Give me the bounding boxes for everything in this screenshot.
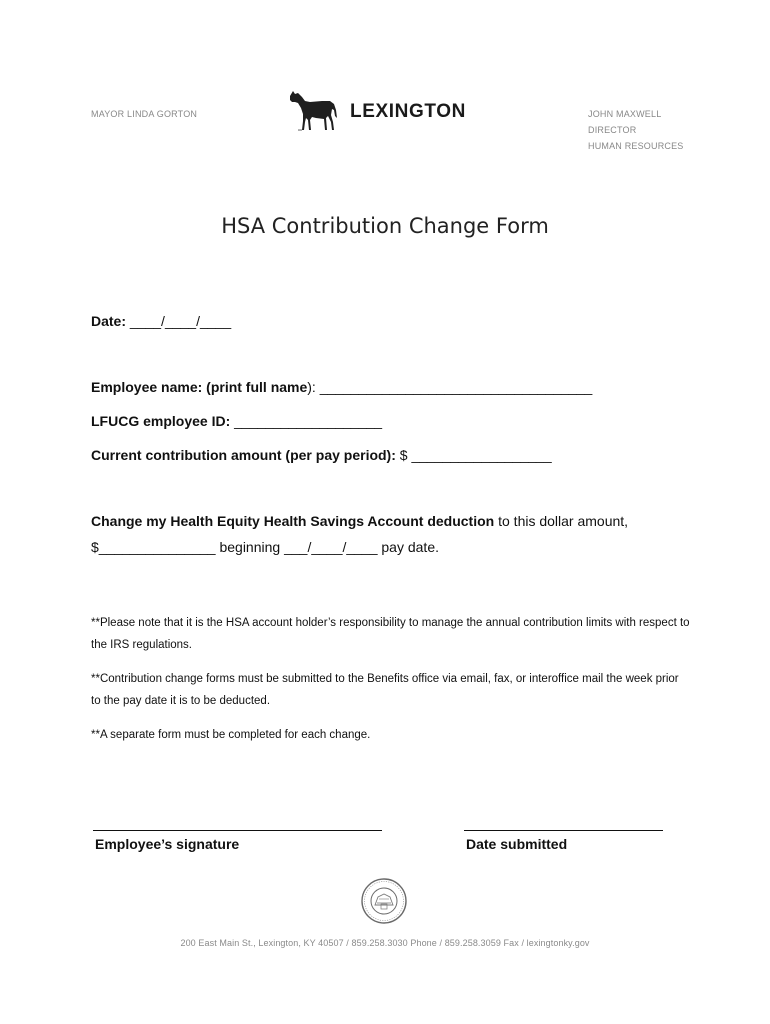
mayor-name: MAYOR LINDA GORTON bbox=[91, 109, 198, 119]
change-deduction-line2[interactable]: $_______________ beginning ___/____/____ pay date. bbox=[91, 539, 439, 555]
employee-signature-line[interactable] bbox=[93, 830, 382, 831]
change-deduction-line1 bbox=[91, 513, 628, 529]
employee-name-label-close: ): bbox=[307, 379, 316, 395]
current-contribution-label: Current contribution amount (per pay period): bbox=[91, 447, 396, 463]
employee-id-blank[interactable]: ___________________ bbox=[234, 413, 383, 429]
current-contribution-field[interactable] bbox=[91, 447, 552, 463]
horse-logo-icon bbox=[286, 88, 342, 134]
date-field[interactable] bbox=[91, 313, 231, 329]
form-title: HSA Contribution Change Form bbox=[221, 214, 549, 238]
change-deduction-rest: to this dollar amount, bbox=[494, 513, 629, 529]
note-submission-deadline: **Contribution change forms must be submitted to the Benefits office via email, fax, or interoffice mail the week prior to the pay date it is to be deducted. bbox=[91, 673, 679, 707]
date-submitted-line[interactable] bbox=[464, 830, 663, 831]
note-annual-limits: **Please note that it is the HSA account holder’s responsibility to manage the annual contribution limits with respect to the IRS regulations. bbox=[91, 617, 690, 651]
hr-director-block bbox=[588, 106, 684, 154]
change-deduction-bold: Change my Health Equity Health Savings Account deduction bbox=[91, 513, 495, 529]
city-seal-icon bbox=[360, 877, 408, 925]
date-blank[interactable]: ____/____/____ bbox=[129, 313, 232, 329]
employee-name-label: Employee name: (print full name bbox=[91, 379, 308, 395]
date-label: Date: bbox=[91, 313, 127, 329]
date-submitted-label: Date submitted bbox=[466, 836, 568, 852]
director-name: JOHN MAXWELL bbox=[588, 109, 662, 119]
employee-id-field[interactable] bbox=[91, 413, 382, 429]
lexington-logo bbox=[286, 88, 486, 136]
employee-id-label: LFUCG employee ID: bbox=[91, 413, 231, 429]
department-name: HUMAN RESOURCES bbox=[588, 141, 684, 151]
employee-name-blank[interactable]: ___________________________________ bbox=[319, 379, 593, 395]
employee-signature-label: Employee’s signature bbox=[95, 836, 240, 852]
director-title: DIRECTOR bbox=[588, 125, 637, 135]
current-contribution-blank[interactable]: $ __________________ bbox=[399, 447, 552, 463]
employee-name-field[interactable] bbox=[91, 379, 592, 395]
logo-wordmark: LEXINGTON bbox=[350, 101, 466, 122]
footer-address: 200 East Main St., Lexington, KY 40507 / 859.258.3030 Phone / 859.258.3059 Fax / lexingtonky.gov bbox=[180, 938, 590, 948]
note-separate-form: **A separate form must be completed for each change. bbox=[91, 729, 371, 741]
